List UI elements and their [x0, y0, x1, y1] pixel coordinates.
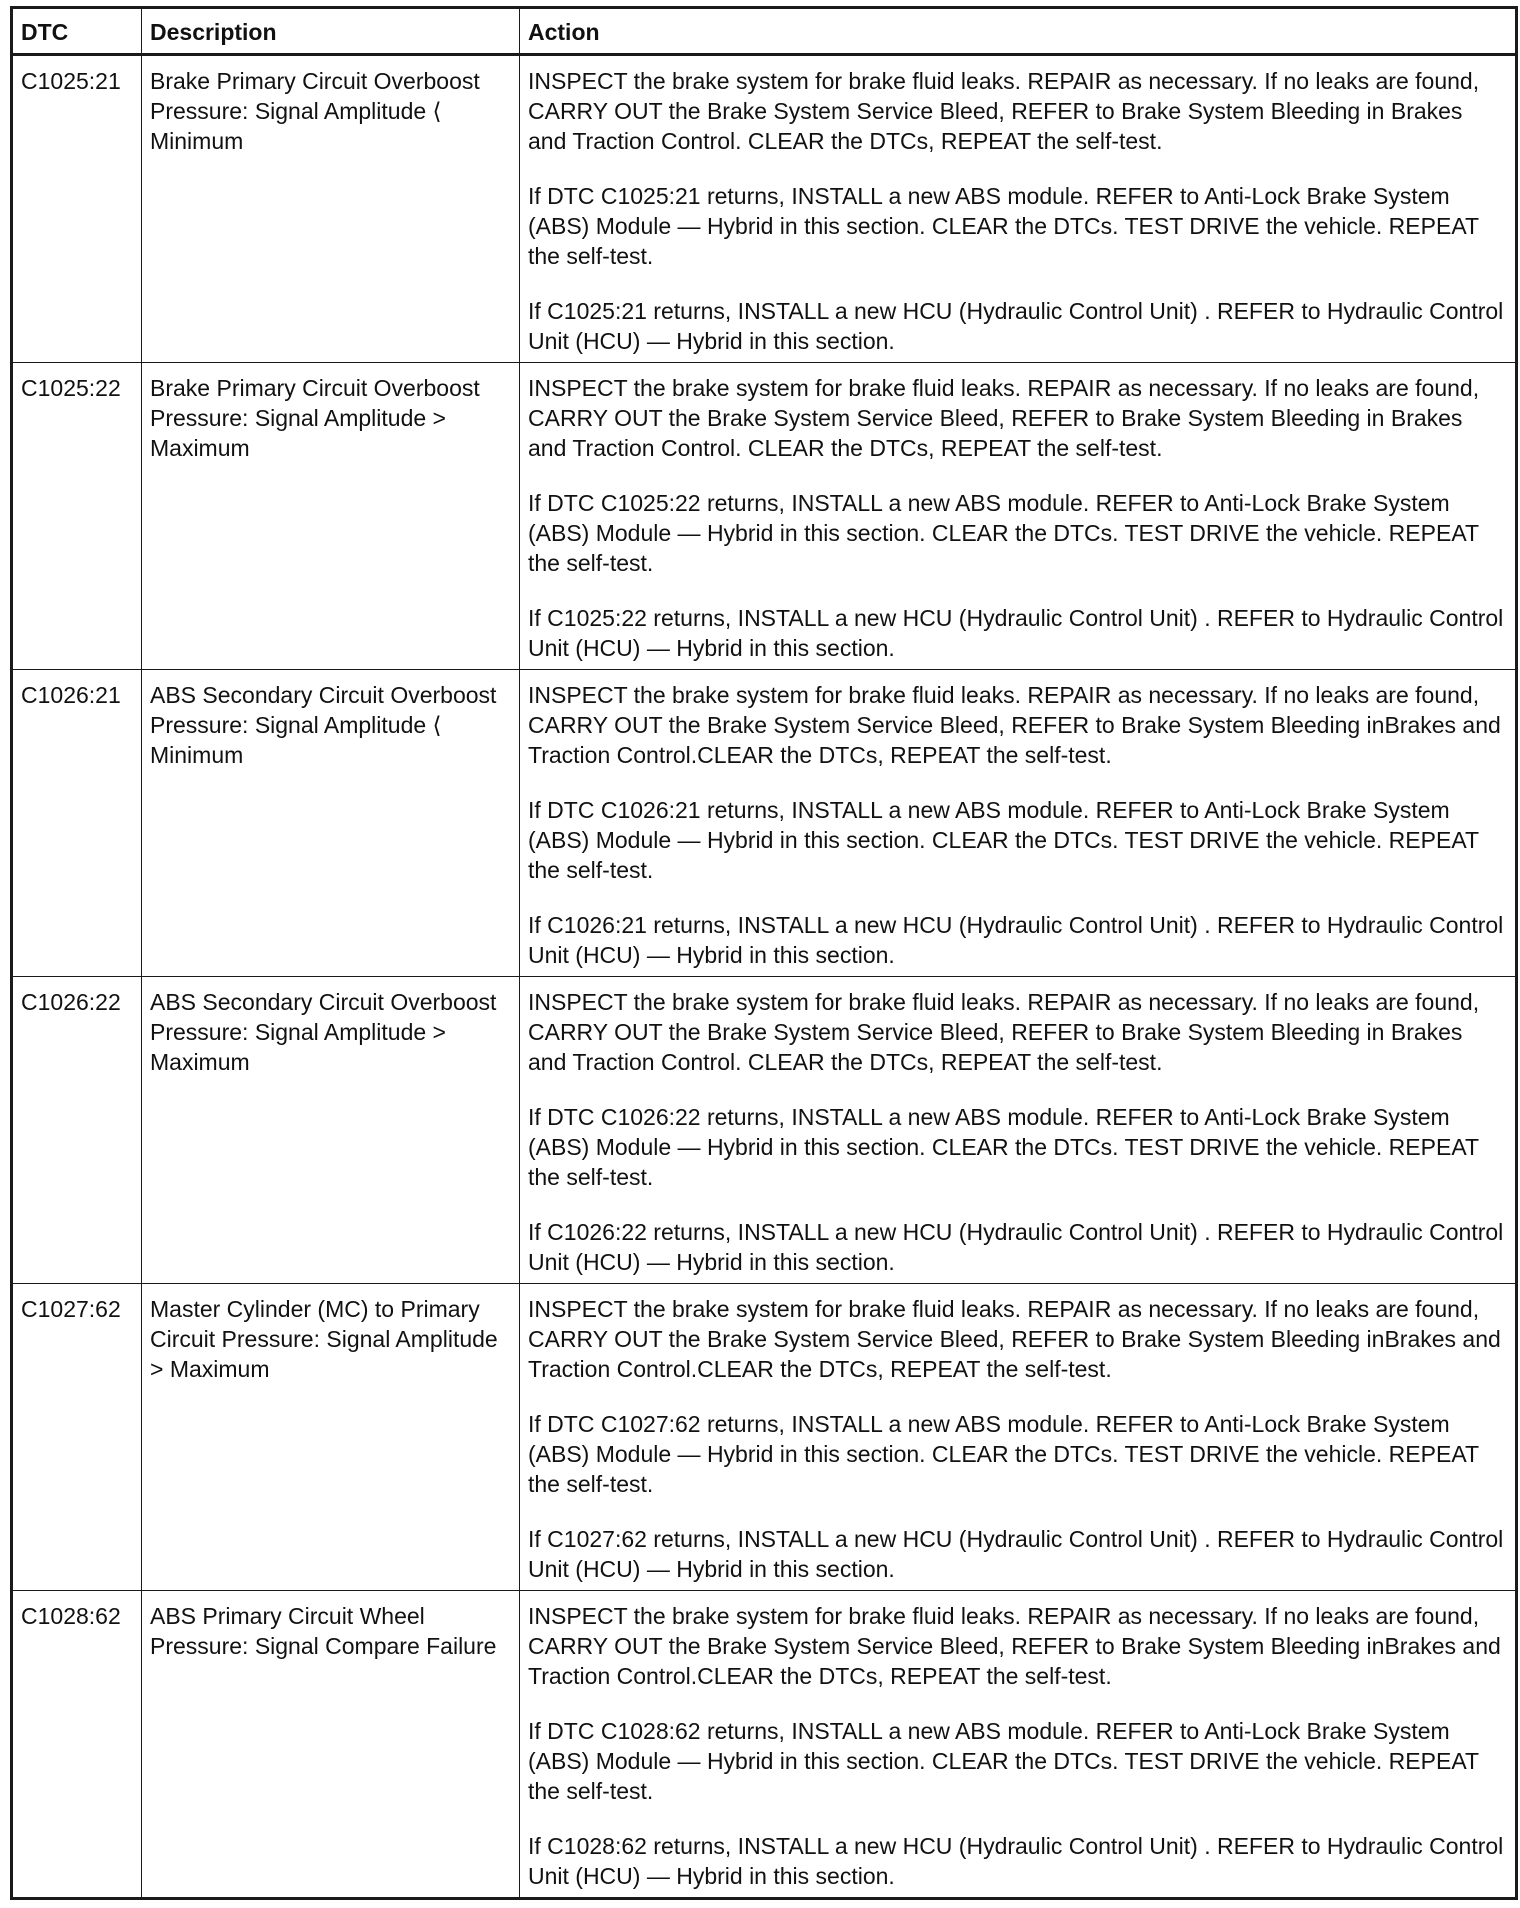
action-step: If DTC C1026:22 returns, INSTALL a new ABS module. REFER to Anti-Lock Brake System (ABS) Module — Hybrid in this section. CLEAR the DTCs. TEST DRIVE the vehicle. REPEAT the self-test. [528, 1104, 1479, 1190]
action-step: If C1026:22 returns, INSTALL a new HCU (Hydraulic Control Unit) . REFER to Hydraulic Control Unit (HCU) — Hybrid in this section. [528, 1219, 1504, 1275]
action-step: If C1025:21 returns, INSTALL a new HCU (Hydraulic Control Unit) . REFER to Hydraulic Control Unit (HCU) — Hybrid in this section. [528, 298, 1504, 354]
action-step: If DTC C1026:21 returns, INSTALL a new ABS module. REFER to Anti-Lock Brake System (ABS) Module — Hybrid in this section. CLEAR the DTCs. TEST DRIVE the vehicle. REPEAT the self-test. [528, 797, 1479, 883]
dtc-code: C1025:22 [12, 363, 142, 670]
action-step: If C1028:62 returns, INSTALL a new HCU (Hydraulic Control Unit) . REFER to Hydraulic Control Unit (HCU) — Hybrid in this section. [528, 1833, 1504, 1889]
table-row [12, 363, 1517, 670]
action-step: INSPECT the brake system for brake fluid leaks. REPAIR as necessary. If no leaks are found, CARRY OUT the Brake System Service Bleed, REFER to Brake System Bleeding inBrakes and Traction Control.CLEAR the DTCs, REPEAT the self-test. [528, 1296, 1501, 1382]
action-step: INSPECT the brake system for brake fluid leaks. REPAIR as necessary. If no leaks are found, CARRY OUT the Brake System Service Bleed, REFER to Brake System Bleeding inBrakes and Traction Control.CLEAR the DTCs, REPEAT the self-test. [528, 1603, 1501, 1689]
header-action: Action [520, 8, 1517, 55]
action-step: INSPECT the brake system for brake fluid leaks. REPAIR as necessary. If no leaks are found, CARRY OUT the Brake System Service Bleed, REFER to Brake System Bleeding in Brakes and Traction Control. CLEAR the DTCs, REPEAT the self-test. [528, 68, 1480, 154]
table-row [12, 1591, 1517, 1899]
dtc-action [520, 670, 1517, 977]
action-step: INSPECT the brake system for brake fluid leaks. REPAIR as necessary. If no leaks are found, CARRY OUT the Brake System Service Bleed, REFER to Brake System Bleeding in Brakes and Traction Control. CLEAR the DTCs, REPEAT the self-test. [528, 375, 1480, 461]
action-step: If C1027:62 returns, INSTALL a new HCU (Hydraulic Control Unit) . REFER to Hydraulic Control Unit (HCU) — Hybrid in this section. [528, 1526, 1504, 1582]
table-body [12, 55, 1517, 1899]
dtc-description: Master Cylinder (MC) to Primary Circuit Pressure: Signal Amplitude > Maximum [142, 1284, 520, 1591]
dtc-description: ABS Secondary Circuit Overboost Pressure: Signal Amplitude > Maximum [142, 977, 520, 1284]
action-step: If DTC C1025:21 returns, INSTALL a new ABS module. REFER to Anti-Lock Brake System (ABS) Module — Hybrid in this section. CLEAR the DTCs. TEST DRIVE the vehicle. REPEAT the self-test. [528, 183, 1479, 269]
header-row [12, 8, 1517, 55]
header-dtc: DTC [12, 8, 142, 55]
action-step: If C1026:21 returns, INSTALL a new HCU (Hydraulic Control Unit) . REFER to Hydraulic Control Unit (HCU) — Hybrid in this section. [528, 912, 1504, 968]
action-step: If DTC C1027:62 returns, INSTALL a new ABS module. REFER to Anti-Lock Brake System (ABS) Module — Hybrid in this section. CLEAR the DTCs. TEST DRIVE the vehicle. REPEAT the self-test. [528, 1411, 1479, 1497]
dtc-code: C1026:22 [12, 977, 142, 1284]
table-row [12, 1284, 1517, 1591]
dtc-description: ABS Secondary Circuit Overboost Pressure: Signal Amplitude ⟨ Minimum [142, 670, 520, 977]
dtc-code: C1025:21 [12, 55, 142, 363]
dtc-code: C1028:62 [12, 1591, 142, 1899]
dtc-action [520, 363, 1517, 670]
action-step: If DTC C1025:22 returns, INSTALL a new ABS module. REFER to Anti-Lock Brake System (ABS) Module — Hybrid in this section. CLEAR the DTCs. TEST DRIVE the vehicle. REPEAT the self-test. [528, 490, 1479, 576]
dtc-action [520, 977, 1517, 1284]
action-step: INSPECT the brake system for brake fluid leaks. REPAIR as necessary. If no leaks are found, CARRY OUT the Brake System Service Bleed, REFER to Brake System Bleeding in Brakes and Traction Control. CLEAR the DTCs, REPEAT the self-test. [528, 989, 1480, 1075]
table-row [12, 55, 1517, 363]
dtc-action [520, 1591, 1517, 1899]
action-step: If DTC C1028:62 returns, INSTALL a new ABS module. REFER to Anti-Lock Brake System (ABS) Module — Hybrid in this section. CLEAR the DTCs. TEST DRIVE the vehicle. REPEAT the self-test. [528, 1718, 1479, 1804]
dtc-action [520, 55, 1517, 363]
table-header [12, 8, 1517, 55]
dtc-description: Brake Primary Circuit Overboost Pressure: Signal Amplitude > Maximum [142, 363, 520, 670]
table-row [12, 977, 1517, 1284]
dtc-description: Brake Primary Circuit Overboost Pressure: Signal Amplitude ⟨ Minimum [142, 55, 520, 363]
dtc-action [520, 1284, 1517, 1591]
header-description: Description [142, 8, 520, 55]
action-step: If C1025:22 returns, INSTALL a new HCU (Hydraulic Control Unit) . REFER to Hydraulic Control Unit (HCU) — Hybrid in this section. [528, 605, 1504, 661]
dtc-description: ABS Primary Circuit Wheel Pressure: Signal Compare Failure [142, 1591, 520, 1899]
action-step: INSPECT the brake system for brake fluid leaks. REPAIR as necessary. If no leaks are found, CARRY OUT the Brake System Service Bleed, REFER to Brake System Bleeding inBrakes and Traction Control.CLEAR the DTCs, REPEAT the self-test. [528, 682, 1501, 768]
table-row [12, 670, 1517, 977]
dtc-code: C1027:62 [12, 1284, 142, 1591]
dtc-code: C1026:21 [12, 670, 142, 977]
dtc-table [10, 6, 1518, 1900]
